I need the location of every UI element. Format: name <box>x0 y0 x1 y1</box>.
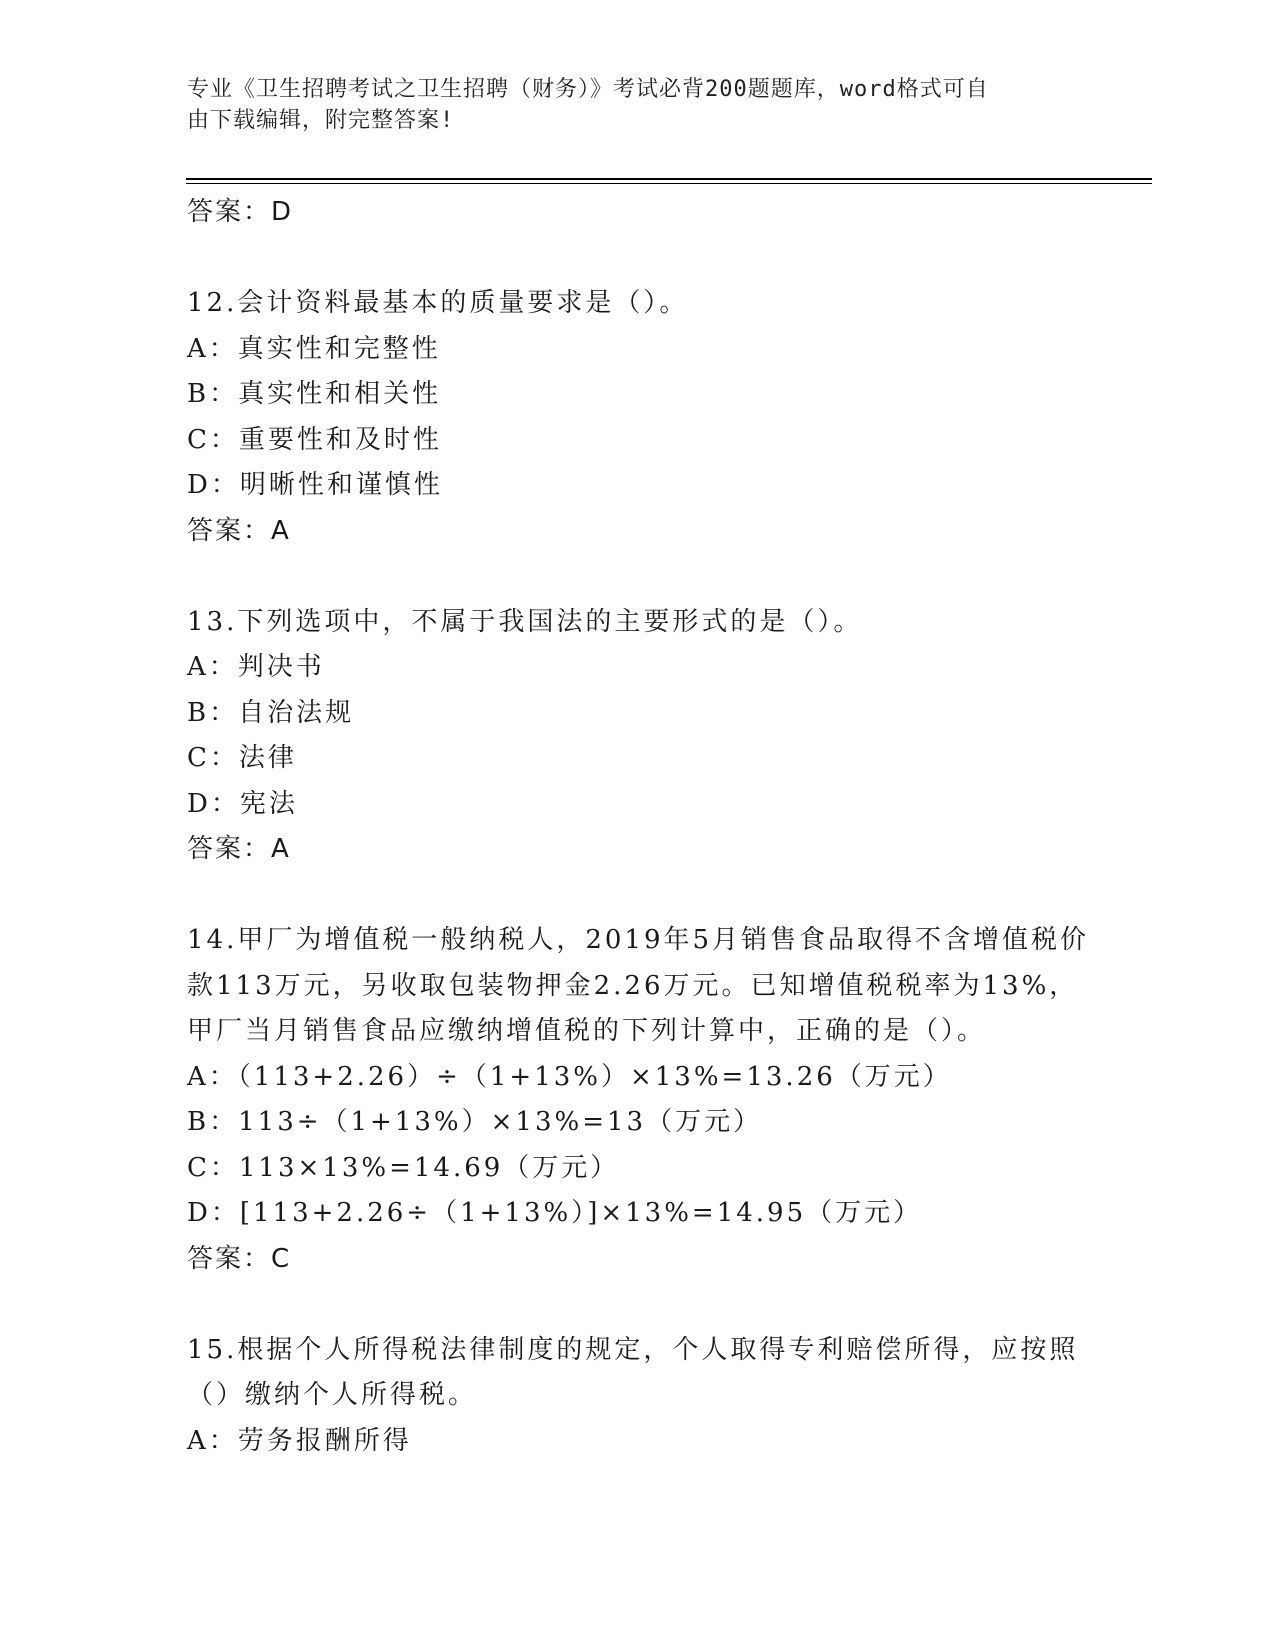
option-a: A：判决书 <box>187 652 325 682</box>
question-stem-line-1: 15.根据个人所得税法律制度的规定，个人取得专利赔偿所得，应按照 <box>187 1334 1079 1365</box>
question-list <box>187 190 1090 1464</box>
spacer <box>187 236 1087 282</box>
option-d: D：[113+2.26÷（1+13%）]×13%=14.95（万元） <box>187 1198 923 1228</box>
spacer <box>187 1282 1087 1328</box>
question-14 <box>187 918 1090 1282</box>
option-a: A：劳务报酬所得 <box>187 1425 412 1456</box>
document-header <box>187 74 1067 136</box>
question-15 <box>187 1328 1087 1465</box>
answer: 答案：A <box>187 515 291 546</box>
answer: 答案：A <box>187 834 291 864</box>
question-stem-line-3: 甲厂当月销售食品应缴纳增值税的下列计算中，正确的是（）。 <box>187 1016 987 1046</box>
question-stem: 12.会计资料最基本的质量要求是（）。 <box>187 288 689 318</box>
question-stem-line-2: （）缴纳个人所得税。 <box>187 1380 478 1410</box>
question-13 <box>187 600 1087 873</box>
question-stem-line-1: 14.甲厂为增值税一般纳税人，2019年5月销售食品取得不含增值税价 <box>187 925 1090 955</box>
option-b: B：113÷（1+13%）×13%=13（万元） <box>187 1107 763 1137</box>
spacer <box>187 554 1087 600</box>
option-c: C：法律 <box>187 743 297 773</box>
previous-answer: 答案：D <box>187 197 294 227</box>
question-stem-line-2: 款113万元，另收取包装物押金2.26万元。已知增值税税率为13%， <box>187 970 1079 1001</box>
spacer <box>187 873 1087 919</box>
question-12 <box>187 281 1087 554</box>
option-a: A：（113+2.26）÷（1+13%）×13%=13.26（万元） <box>187 1061 952 1092</box>
header-line-1: 专业《卫生招聘考试之卫生招聘（财务）》考试必背200题题库，word格式可自 <box>187 77 989 102</box>
option-b: B：自治法规 <box>187 697 355 728</box>
answer: 答案：C <box>187 1243 292 1274</box>
header-divider-thin <box>186 183 1152 184</box>
option-d: D：明晰性和谨慎性 <box>187 470 443 500</box>
option-b: B：真实性和相关性 <box>187 379 442 409</box>
option-c: C：重要性和及时性 <box>187 424 442 455</box>
header-line-2: 由下载编辑，附完整答案! <box>187 108 455 133</box>
option-a: A：真实性和完整性 <box>187 333 441 364</box>
option-d: D：宪法 <box>187 788 298 819</box>
header-divider-thick <box>186 178 1152 180</box>
option-c: C：113×13%=14.69（万元） <box>187 1152 620 1183</box>
question-stem: 13.下列选项中，不属于我国法的主要形式的是（）。 <box>187 606 863 637</box>
